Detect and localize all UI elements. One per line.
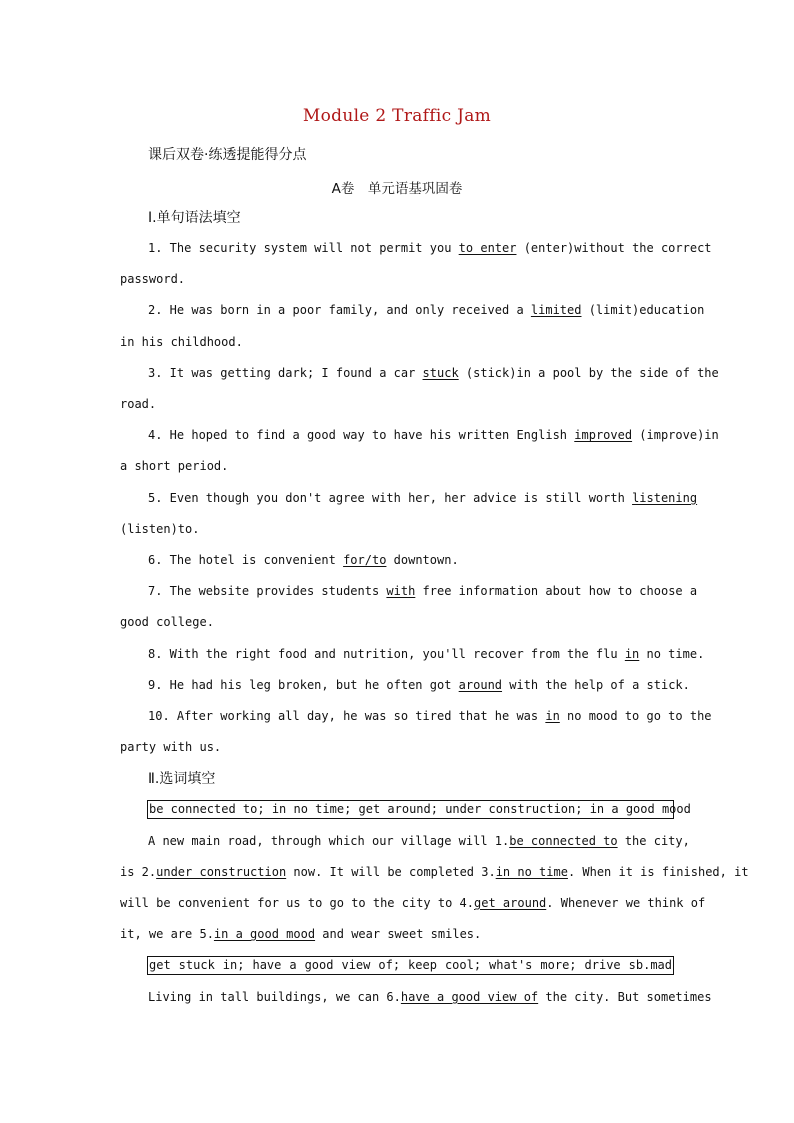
question-10-line-2: party with us. bbox=[120, 740, 222, 754]
question-7-line-1: 7. The website provides students with free information about how to choose a bbox=[148, 584, 698, 598]
question-1-line-1: 1. The security system will not permit you to enter (enter)without the correct bbox=[148, 241, 712, 255]
page-title: Module 2 Traffic Jam bbox=[302, 106, 492, 126]
answer-1: to enter bbox=[458, 241, 517, 255]
blank-1: be connected to bbox=[509, 834, 618, 848]
word-bank-box-1: be connected to; in no time; get around; under construction; in a good mood bbox=[147, 800, 674, 819]
question-2-line-2: in his childhood. bbox=[120, 335, 243, 349]
answer-6: for/to bbox=[343, 553, 387, 567]
answer-5: listening bbox=[632, 491, 698, 505]
question-1-line-2: password. bbox=[120, 272, 186, 286]
section-1-heading: Ⅰ.单句语法填空 bbox=[148, 210, 241, 226]
question-4-line-2: a short period. bbox=[120, 459, 229, 473]
question-8-line-1: 8. With the right food and nutrition, you'll recover from the flu in no time. bbox=[148, 647, 705, 661]
subtitle: 课后双卷·练透提能得分点 bbox=[148, 147, 307, 163]
passage-1-line-4: it, we are 5.in a good mood and wear sweet smiles. bbox=[120, 927, 482, 941]
blank-6: have a good view of bbox=[400, 990, 539, 1004]
blank-3: in no time bbox=[495, 865, 568, 879]
question-3-line-2: road. bbox=[120, 397, 157, 411]
question-5-line-2: (listen)to. bbox=[120, 522, 200, 536]
question-2-line-1: 2. He was born in a poor family, and only received a limited (limit)education bbox=[148, 303, 705, 317]
answer-4: improved bbox=[574, 428, 633, 442]
answer-8: in bbox=[624, 647, 640, 661]
answer-2: limited bbox=[530, 303, 582, 317]
answer-10: in bbox=[545, 709, 560, 723]
question-6-line-1: 6. The hotel is convenient for/to downtown. bbox=[148, 553, 459, 567]
passage-1-line-2: is 2.under construction now. It will be completed 3.in no time. When it is finished, it bbox=[120, 865, 749, 879]
answer-7: with bbox=[386, 584, 416, 598]
paper-a-heading: A卷 单元语基巩固卷 bbox=[331, 181, 463, 197]
passage-1-line-3: will be convenient for us to go to the city to 4.get around. Whenever we think of bbox=[120, 896, 706, 910]
word-bank-box-2: get stuck in; have a good view of; keep cool; what's more; drive sb.mad bbox=[147, 956, 674, 975]
question-3-line-1: 3. It was getting dark; I found a car stuck (stick)in a pool by the side of the bbox=[148, 366, 719, 380]
question-5-line-1: 5. Even though you don't agree with her, her advice is still worth listening bbox=[148, 491, 698, 505]
section-2-heading: Ⅱ.选词填空 bbox=[148, 771, 216, 787]
passage-1-line-1: A new main road, through which our village will 1.be connected to the city, bbox=[148, 834, 690, 848]
passage-2-line-1: Living in tall buildings, we can 6.have a good view of the city. But sometimes bbox=[148, 990, 712, 1004]
question-4-line-1: 4. He hoped to find a good way to have his written English improved (improve)in bbox=[148, 428, 719, 442]
blank-4: get around bbox=[474, 896, 547, 910]
answer-9: around bbox=[458, 678, 503, 692]
question-7-line-2: good college. bbox=[120, 615, 214, 629]
blank-5: in a good mood bbox=[213, 927, 316, 941]
answer-3: stuck bbox=[422, 366, 459, 380]
blank-2: under construction bbox=[156, 865, 287, 879]
question-9-line-1: 9. He had his leg broken, but he often got around with the help of a stick. bbox=[148, 678, 690, 692]
question-10-line-1: 10. After working all day, he was so tired that he was in no mood to go to the bbox=[148, 709, 712, 723]
